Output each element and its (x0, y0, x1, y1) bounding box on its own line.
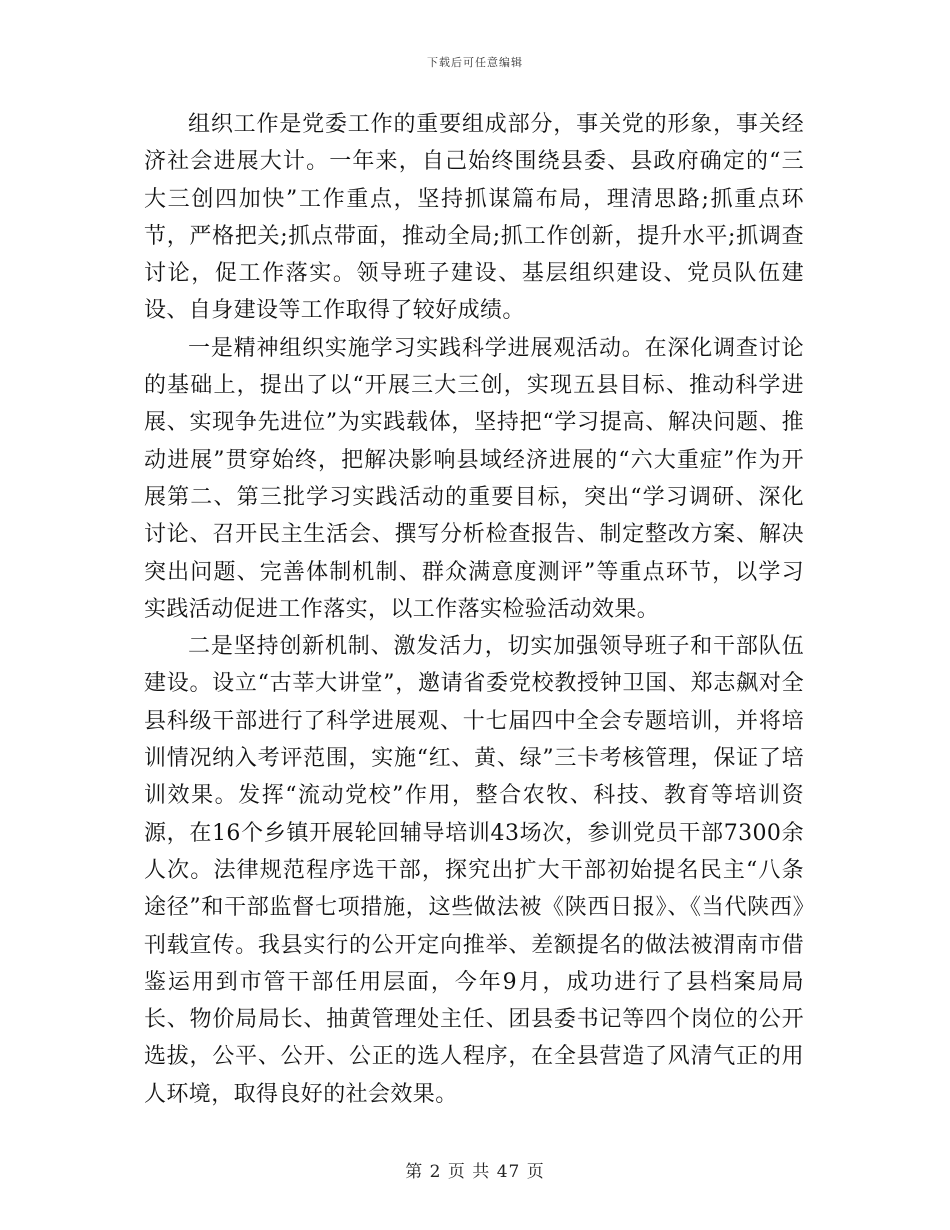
paragraph-intro: 组织工作是党委工作的重要组成部分，事关党的形象，事关经济社会进展大计。一年来，自己始终围绕县委、县政府确定的“三大三创四加快”工作重点，坚持抓谋篇布局，理清思路;抓重点环节，严格把关;抓点带面，推动全局;抓工作创新，提升水平;抓调查讨论，促工作落实。领导班子建设、基层组织建设、党员队伍建设、自身建设等工作取得了较好成绩。 (144, 112, 804, 324)
page-footer (0, 1157, 950, 1182)
page-header: 下载后可任意编辑 (427, 56, 523, 69)
paragraph-study-practice: 一是精神组织实施学习实践科学进展观活动。在深化调查讨论的基础上，提出了以“开展三大三创，实现五县目标、推动科学进展、实现争先进位”为实践载体，坚持把“学习提高、解决问题、推动进展”贯穿始终，把解决影响县域经济进展的“六大重症”作为开展第二、第三批学习实践活动的重要目标，突出“学习调研、深化讨论、召开民主生活会、撰写分析检查报告、制定整改方案、解决突出问题、完善体制机制、群众满意度测评”等重点环节，以学习实践活动促进工作落实，以工作落实检验活动效果。 (144, 335, 804, 622)
page-number-label: 第 2 页 共 47 页 (405, 1162, 545, 1182)
paragraph-leadership-building: 二是坚持创新机制、激发活力，切实加强领导班子和干部队伍建设。设立“古莘大讲堂”，邀请省委党校教授钟卫国、郑志飙对全县科级干部进行了科学进展观、十七届四中全会专题培训，并将培训情况纳入考评范围，实施“红、黄、绿”三卡考核管理，保证了培训效果。发挥“流动党校”作用，整合农牧、科技、教育等培训资源，在16个乡镇开展轮回辅导培训43场次，参训党员干部7300余人次。法律规范程序选干部，探究出扩大干部初始提名民主“八条途径”和干部监督七项措施，这些做法被《陕西日报》、《当代陕西》刊载宣传。我县实行的公开定向推举、差额提名的做法被渭南市借鉴运用到市管干部任用层面，今年9月，成功进行了县档案局局长、物价局局长、抽黄管理处主任、团县委书记等四个岗位的公开选拔，公平、公开、公正的选人程序，在全县营造了风清气正的用人环境，取得良好的社会效果。 (144, 634, 804, 1107)
document-body (144, 106, 804, 1113)
